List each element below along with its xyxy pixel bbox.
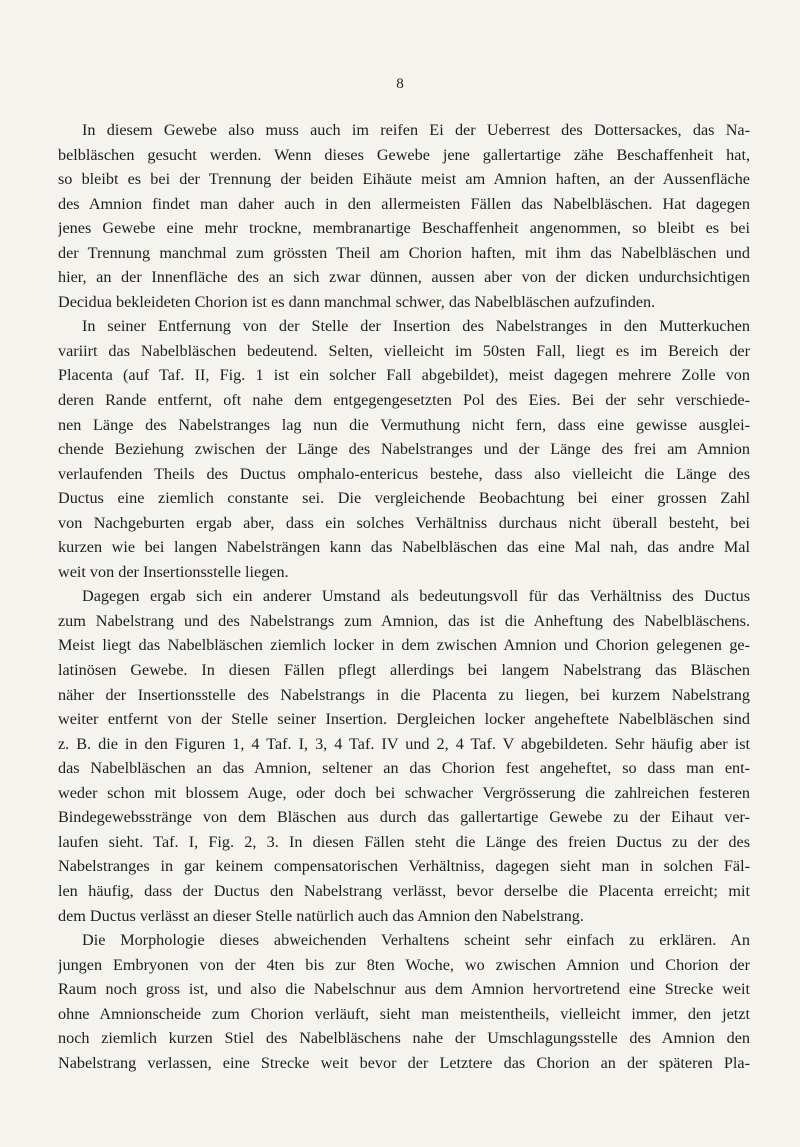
text-line: laufen sieht. Taf. I, Fig. 2, 3. In diesen Fällen steht die Länge des freien Ductus zu der des — [58, 832, 750, 851]
text-line: verlaufenden Theils des Ductus omphalo-entericus bestehe, dass also vielleicht die Länge des — [58, 464, 750, 483]
text-line: belbläschen gesucht werden. Wenn dieses Gewebe jene gallertartige zähe Beschaffenheit hat, — [58, 145, 750, 164]
text-line: jungen Embryonen von der 4ten bis zur 8ten Woche, wo zwischen Amnion und Chorion der — [58, 955, 750, 974]
text-line: In diesem Gewebe also muss auch im reifen Ei der Ueberrest des Dottersackes, das Na- — [82, 121, 750, 139]
text-line: Die Morphologie dieses abweichenden Verhaltens scheint sehr einfach zu erklären. An — [82, 931, 750, 950]
text-line: noch ziemlich kurzen Stiel des Nabelbläschens nahe der Umschlagungsstelle des Amnion den — [58, 1029, 750, 1048]
text-line: Bindegewebsstränge von dem Bläschen aus durch das gallertartige Gewebe zu der Eihaut ver- — [58, 808, 750, 827]
text-line: deren Rande entfernt, oft nahe dem entgegengesetzten Pol des Eies. Bei der sehr verschiede- — [58, 391, 750, 410]
text-line: ohne Amnionscheide zum Chorion verläuft, sieht man meistentheils, vielleicht immer, den jetzt — [58, 1004, 750, 1023]
text-line: Placenta (auf Taf. II, Fig. 1 ist ein solcher Fall abgebildet), meist dagegen mehrere Zolle von — [58, 366, 750, 385]
text-line: chende Beziehung zwischen der Länge des Nabelstranges und der Länge des frei am Amnion — [58, 440, 750, 459]
text-line: kurzen wie bei langen Nabelsträngen kann das Nabelbläschen das eine Mal nah, das andre Mal — [58, 538, 750, 557]
text-line: Ductus eine ziemlich constante sei. Die vergleichende Beobachtung bei einer grossen Zahl — [58, 489, 750, 508]
text-line: so bleibt es bei der Trennung der beiden Eihäute meist am Amnion haften, an der Aussenfläche — [58, 170, 750, 189]
text-line: Nabelstranges in gar keinem compensatorischen Verhältniss, dagegen sieht man in solchen Fäl- — [58, 857, 750, 876]
body-text — [58, 118, 750, 1075]
text-line: Decidua bekleideten Chorion ist es dann manchmal schwer, das Nabelbläschen aufzufinden. — [58, 292, 656, 311]
text-line: von Nachgeburten ergab aber, dass ein solches Verhältniss durchaus nicht überall besteht, bei — [58, 513, 750, 532]
text-line: des Amnion findet man daher auch in den allermeisten Fällen das Nabelbläschen. Hat dagegen — [58, 194, 750, 213]
page-number: 8 — [396, 76, 404, 92]
text-line: hier, an der Innenfläche des an sich zwar dünnen, aussen aber von der dicken undurchsichtigen — [58, 268, 750, 287]
text-line: z. B. die in den Figuren 1, 4 Taf. I, 3, 4 Taf. IV und 2, 4 Taf. V abgebildeten. Sehr häufig aber ist — [58, 734, 750, 753]
text-line: variirt das Nabelbläschen bedeutend. Selten, vielleicht im 50sten Fall, liegt es im Bereich der — [58, 341, 750, 360]
text-line: jenes Gewebe eine mehr trockne, membranartige Beschaffenheit angenommen, so bleibt es bei — [58, 219, 750, 238]
text-line: weiter entfernt von der Stelle seiner Insertion. Dergleichen locker angeheftete Nabelbläschen sind — [58, 710, 750, 729]
text-line: Meist liegt das Nabelbläschen ziemlich locker in dem zwischen Amnion und Chorion gelegenen ge- — [58, 636, 750, 655]
text-line: Dagegen ergab sich ein anderer Umstand als bedeutungsvoll für das Verhältniss des Ductus — [82, 587, 750, 606]
text-line: latinösen Gewebe. In diesen Fällen pflegt allerdings bei langem Nabelstrang das Bläschen — [58, 661, 750, 680]
text-line: näher der Insertionsstelle des Nabelstrangs in die Placenta zu liegen, bei kurzem Nabelstrang — [58, 685, 750, 704]
text-line: nen Länge des Nabelstranges lag nun die Vermuthung nicht fern, dass eine gewisse ausglei- — [58, 415, 750, 434]
text-line: Raum noch gross ist, und also die Nabelschnur aus dem Amnion hervortretend eine Strecke weit — [58, 980, 750, 999]
text-line: In seiner Entfernung von der Stelle der Insertion des Nabelstranges in den Mutterkuchen — [82, 317, 750, 336]
text-line: len häufig, dass der Ductus den Nabelstrang verlässt, bevor derselbe die Placenta erreicht; mit — [58, 881, 750, 900]
text-line: das Nabelbläschen an das Amnion, seltener an das Chorion fest angeheftet, so dass man ent- — [58, 759, 750, 778]
text-line: Nabelstrang verlassen, eine Strecke weit bevor der Letztere das Chorion an der späteren Pla- — [58, 1053, 750, 1072]
text-line: der Trennung manchmal zum grössten Theil am Chorion haften, mit ihm das Nabelbläschen und — [58, 243, 750, 262]
text-line: dem Ductus verlässt an dieser Stelle natürlich auch das Amnion den Nabelstrang. — [58, 906, 584, 925]
text-line: weder schon mit blossem Auge, oder doch bei schwacher Vergrösserung die zahlreichen festeren — [58, 783, 750, 802]
text-line: weit von der Insertionsstelle liegen. — [58, 562, 289, 581]
text-line: zum Nabelstrang und des Nabelstrangs zum Amnion, das ist die Anheftung des Nabelbläschens. — [58, 611, 750, 630]
